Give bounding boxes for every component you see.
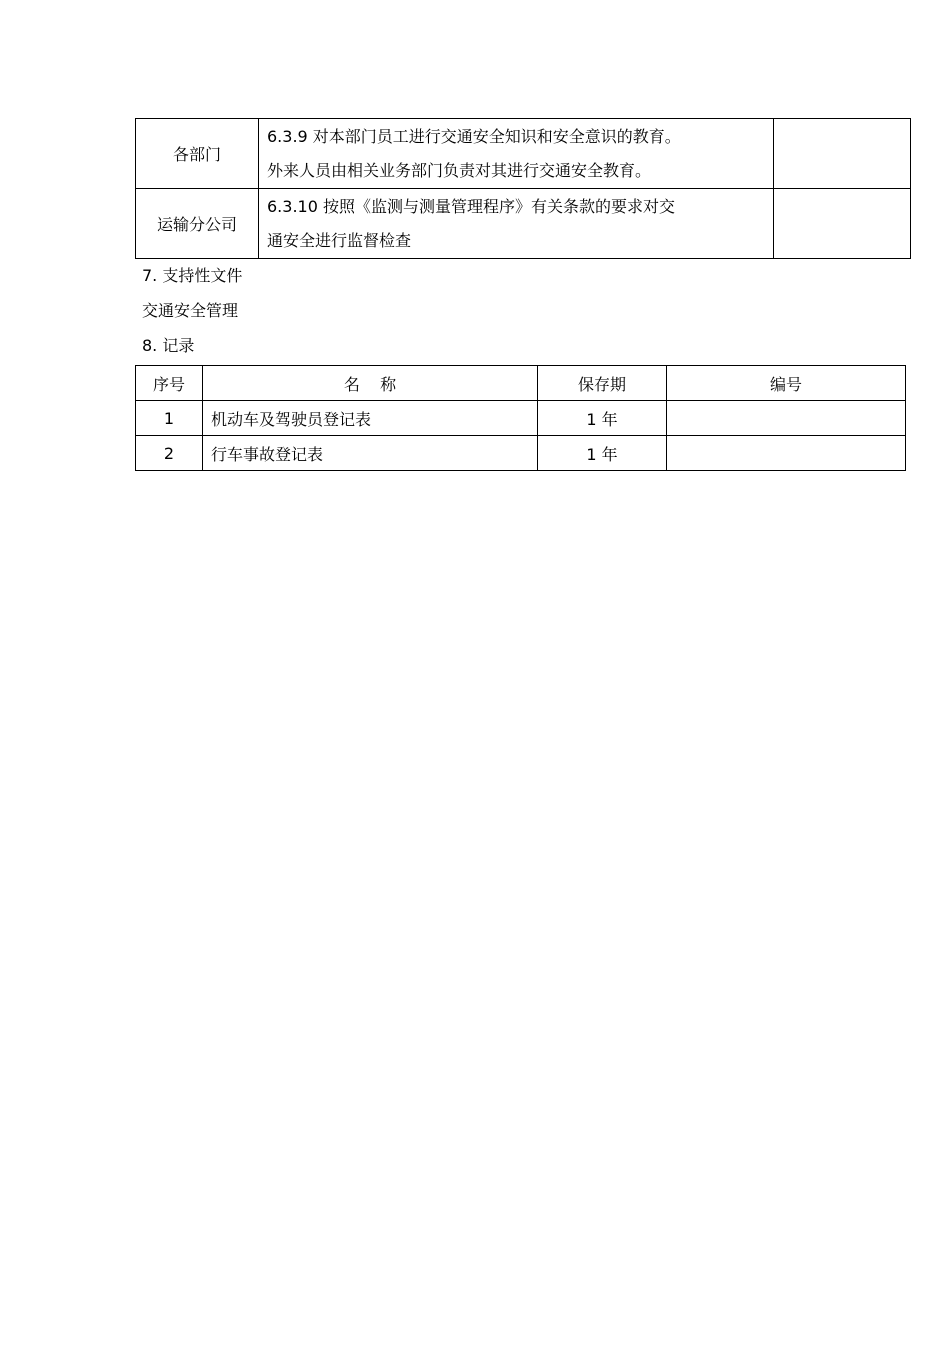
- responsibility-table: [135, 118, 911, 259]
- section-8-heading: 8. 记录: [142, 336, 195, 355]
- record-code-cell: [667, 436, 906, 471]
- blank-cell: [774, 189, 911, 259]
- retention-period-cell: 1 年: [538, 436, 667, 471]
- record-code-cell: [667, 401, 906, 436]
- section-7-heading: 7. 支持性文件: [142, 266, 243, 285]
- record-name-cell: 机动车及驾驶员登记表: [203, 401, 538, 436]
- table-row: [136, 436, 906, 471]
- header-name: 名 称: [203, 366, 538, 401]
- retention-period-cell: 1 年: [538, 401, 667, 436]
- department-cell: 运输分公司: [136, 189, 259, 259]
- records-table: [135, 365, 906, 471]
- header-serial-number: 序号: [136, 366, 203, 401]
- supporting-document-item: 交通安全管理: [142, 301, 239, 320]
- record-name-cell: 行车事故登记表: [203, 436, 538, 471]
- responsibility-description: [259, 119, 774, 189]
- header-code: 编号: [667, 366, 906, 401]
- blank-cell: [774, 119, 911, 189]
- serial-number-cell: 2: [136, 436, 203, 471]
- description-line: 外来人员由相关业务部门负责对其进行交通安全教育。: [267, 160, 652, 180]
- description-line: 通安全进行监督检查: [267, 230, 412, 250]
- header-retention-period: 保存期: [538, 366, 667, 401]
- responsibility-description: [259, 189, 774, 259]
- table-header-row: [136, 366, 906, 401]
- description-line: 6.3.10 按照《监测与测量管理程序》有关条款的要求对交: [267, 196, 675, 216]
- description-line: 6.3.9 对本部门员工进行交通安全知识和安全意识的教育。: [267, 126, 681, 146]
- serial-number-cell: 1: [136, 401, 203, 436]
- table-row: [136, 189, 911, 259]
- table-row: [136, 119, 911, 189]
- table-row: [136, 401, 906, 436]
- department-cell: 各部门: [136, 119, 259, 189]
